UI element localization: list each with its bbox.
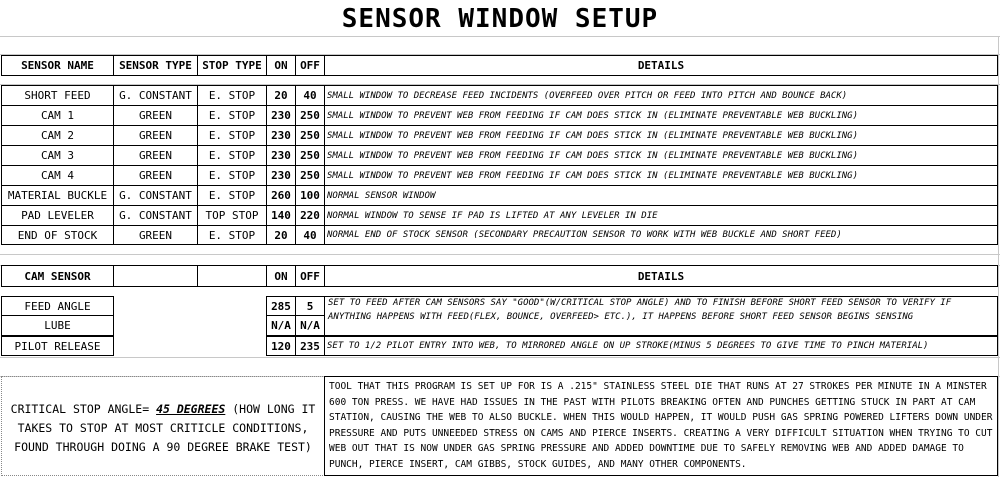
col-stop-type: STOP TYPE <box>202 59 262 72</box>
lube-on: N/A <box>271 319 291 332</box>
table-cell-stop: E. STOP <box>208 149 256 162</box>
pilot-release-on: 120 <box>271 339 291 353</box>
table-cell-details: SMALL WINDOW TO DECREASE FEED INCIDENTS (OVERFEED OVER PITCH OR FEED INTO PITCH AND BOUNCE BACK) <box>327 90 848 101</box>
critical-prefix: CRITICAL STOP ANGLE= <box>10 402 157 416</box>
table-cell-details: NORMAL END OF STOCK SENSOR (SECONDARY PRECAUTION SENSOR TO WORK WITH WEB BUCKLE AND SHORT FEED) <box>327 230 842 240</box>
col-on-2: ON <box>274 269 288 283</box>
notes-text: TOOL THAT THIS PROGRAM IS SET UP FOR IS A .215" STAINLESS STEEL DIE THAT RUNS AT 27 STROKES PER MINUTE IN A MINSTER 600 TON PRESS. WE HAVE HAD ISSUES IN THE PAST WITH PILOTS BREAKING OFTEN AND PUNCHES GETTING STUCK IN PART AT CAM STATION, CAUSING THE WEB TO ALSO BUCKLE. WHEN THIS WOULD HAPPEN, IT WOULD PUSH GAS SPRING POWERED LIFTERS DOWN UNDER PRESSURE AND PUTS UNNEEDED STRESS ON CAMS AND PIERCE INSERTS. CREATING A VERY DIFFICULT SITUATION WHEN TRYING TO CUT WEB OUT THAT IS NOW UNDER GAS SPRING PRESSURE AND ADDED DOWNTIME DUE TO SAFELY REMOVING WEB AND ADDED DAMAGE TO PUNCH, PIERCE INSERT, CAM GIBBS, STOCK GUIDES, AND MANY OTHER COMPONENTS. <box>329 381 993 470</box>
table-cell-stop: E. STOP <box>208 129 256 142</box>
col-sensor-type: SENSOR TYPE <box>119 59 192 72</box>
critical-value: 45 DEGREES <box>156 402 226 416</box>
table-cell-type: GREEN <box>138 169 173 182</box>
table-cell-name: SHORT FEED <box>24 89 91 102</box>
table-cell-name: CAM 2 <box>40 129 75 142</box>
table-cell-on: 230 <box>271 149 291 162</box>
feed-lube-details: SET TO FEED AFTER CAM SENSORS SAY "GOOD"(W/CRITICAL STOP ANGLE) AND TO FINISH BEFORE SHORT FEED SENSOR TO VERIFY IF ANYTHING HAPPENS WITH FEED(FLEX, BOUNCE, OVERFEED> ETC.), IT HAPPENS BEFORE SHORT FEED SENSOR BEGINS SENSING <box>328 298 952 322</box>
table-cell-stop: E. STOP <box>208 89 256 102</box>
col-off: OFF <box>300 59 320 72</box>
table-cell-details: NORMAL SENSOR WINDOW <box>327 190 436 201</box>
critical-stop-angle <box>4 400 322 457</box>
table-cell-name: MATERIAL BUCKLE <box>7 189 108 202</box>
table-cell-off: 40 <box>303 228 317 242</box>
table-cell-details: NORMAL WINDOW TO SENSE IF PAD IS LIFTED AT ANY LEVELER IN DIE <box>327 210 658 221</box>
table-cell-on: 260 <box>271 189 291 202</box>
table-cell-stop: E. STOP <box>208 109 256 122</box>
table-cell-type: G. CONSTANT <box>119 209 192 222</box>
col-details: DETAILS <box>637 59 685 72</box>
col-details-2: DETAILS <box>637 269 685 283</box>
critical-suffix: (HOW LONG IT TAKES TO STOP AT MOST CRITICLE CONDITIONS, FOUND THROUGH DOING A 90 DEGREE BRAKE TEST) <box>14 402 316 454</box>
table-cell-name: PAD LEVELER <box>21 209 94 222</box>
table-cell-stop: E. STOP <box>208 169 256 182</box>
table-cell-off: 220 <box>300 209 320 222</box>
table-cell-on: 20 <box>274 228 288 242</box>
col-sensor-name: SENSOR NAME <box>21 59 94 72</box>
table-cell-type: GREEN <box>138 129 173 142</box>
feed-angle-name: FEED ANGLE <box>24 299 91 313</box>
table-cell-stop: E. STOP <box>208 228 256 242</box>
table-cell-type: GREEN <box>138 228 173 242</box>
table-cell-off: 250 <box>300 149 320 162</box>
table-cell-details: SMALL WINDOW TO PREVENT WEB FROM FEEDING IF CAM DOES STICK IN (ELIMINATE PREVENTABLE WEB BUCKLING) <box>327 130 859 141</box>
feed-angle-off: 5 <box>306 299 314 313</box>
table-cell-details: SMALL WINDOW TO PREVENT WEB FROM FEEDING IF CAM DOES STICK IN (ELIMINATE PREVENTABLE WEB BUCKLING) <box>327 110 859 121</box>
feed-angle-on: 285 <box>271 299 291 313</box>
table-cell-off: 100 <box>300 189 320 202</box>
table-cell-type: GREEN <box>138 109 173 122</box>
table-cell-off: 40 <box>303 89 317 102</box>
col-on: ON <box>274 59 288 72</box>
table-cell-type: G. CONSTANT <box>119 189 192 202</box>
table-cell-details: SMALL WINDOW TO PREVENT WEB FROM FEEDING IF CAM DOES STICK IN (ELIMINATE PREVENTABLE WEB BUCKLING) <box>327 170 859 181</box>
table-cell-stop: TOP STOP <box>205 209 259 222</box>
table-cell-name: CAM 3 <box>40 149 75 162</box>
table-cell-off: 250 <box>300 169 320 182</box>
table-cell-name: END OF STOCK <box>17 228 98 242</box>
table-cell-type: GREEN <box>138 149 173 162</box>
table-cell-off: 250 <box>300 109 320 122</box>
col-off-2: OFF <box>300 269 320 283</box>
table-cell-on: 140 <box>271 209 291 222</box>
col-cam-sensor: CAM SENSOR <box>24 269 91 283</box>
table-cell-name: CAM 4 <box>40 169 75 182</box>
table-cell-on: 20 <box>274 89 288 102</box>
table-cell-on: 230 <box>271 169 291 182</box>
page-title: SENSOR WINDOW SETUP <box>341 4 659 34</box>
table-cell-type: G. CONSTANT <box>119 89 192 102</box>
table-cell-on: 230 <box>271 109 291 122</box>
pilot-release-name: PILOT RELEASE <box>14 339 101 353</box>
pilot-release-off: 235 <box>300 339 320 353</box>
table-cell-off: 250 <box>300 129 320 142</box>
lube-name: LUBE <box>44 319 71 332</box>
table-cell-details: SMALL WINDOW TO PREVENT WEB FROM FEEDING IF CAM DOES STICK IN (ELIMINATE PREVENTABLE WEB BUCKLING) <box>327 150 859 161</box>
lube-off: N/A <box>300 319 320 332</box>
pilot-release-details: SET TO 1/2 PILOT ENTRY INTO WEB, TO MIRRORED ANGLE ON UP STROKE(MINUS 5 DEGREES TO GIVE TIME TO PINCH MATERIAL) <box>327 341 929 351</box>
table-cell-name: CAM 1 <box>40 109 75 122</box>
table-cell-stop: E. STOP <box>208 189 256 202</box>
table-cell-on: 230 <box>271 129 291 142</box>
